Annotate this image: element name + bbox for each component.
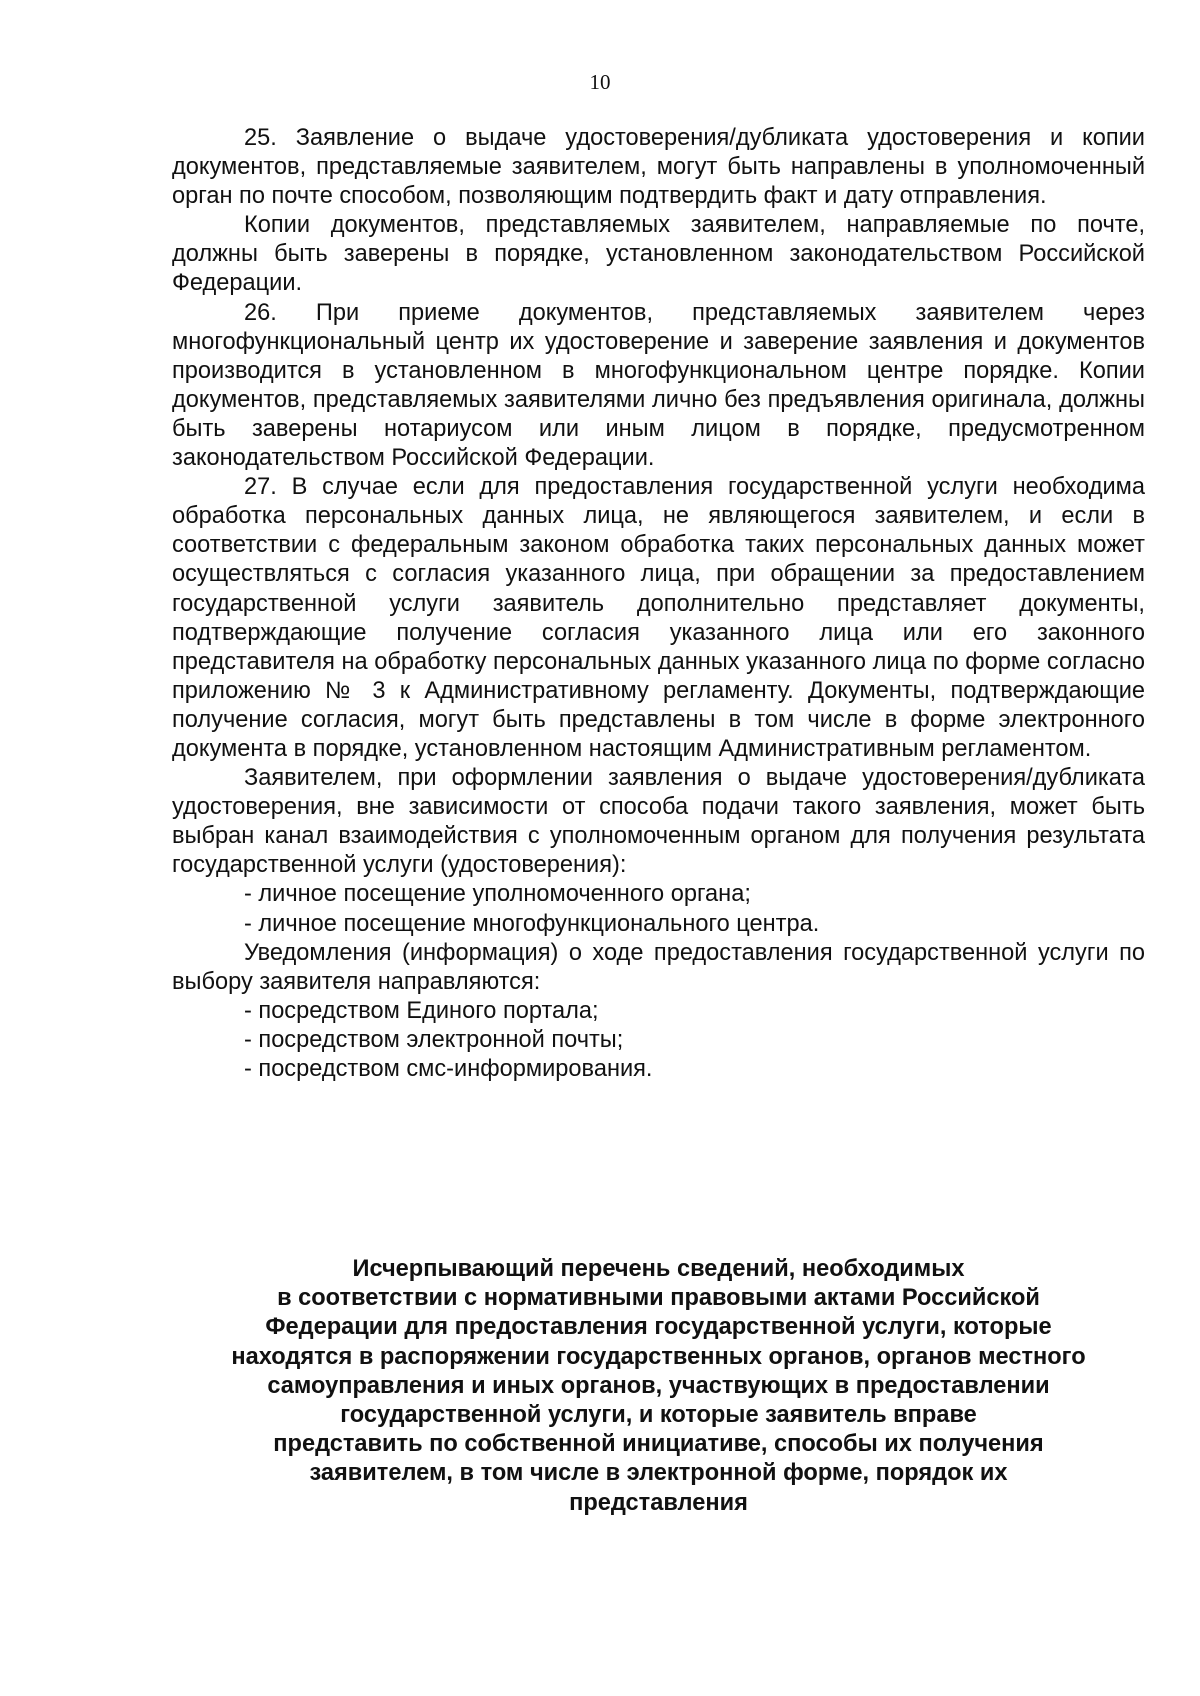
paragraph-25: 25. Заявление о выдаче удостоверения/дубликата удостоверения и копии документов, представляемые заявителем, могут быть направлены в уполномоченный орган по почте способом, позволяющим подтвердить факт и дату отправления.	[172, 125, 1145, 210]
heading-line: в соответствии с нормативными правовыми актами Российской	[277, 1285, 1040, 1312]
paragraph-26: 26. При приеме документов, представляемых заявителем через многофункциональный центр их удостоверение и заверение заявления и документов производится в установленном в многофункциональном центре порядке. Копии документов, представляемых заявителями лично без предъявления оригинала, должны быть заверены нотариусом или иным лицом в порядке, предусмотренном законодательством Российской Федерации.	[172, 299, 1145, 472]
section-heading	[172, 1255, 1145, 1518]
heading-line: Исчерпывающий перечень сведений, необходимых	[352, 1256, 965, 1282]
list-item: - личное посещение уполномоченного органа;	[244, 881, 751, 908]
heading-line: самоуправления и иных органов, участвующих в предоставлении	[267, 1372, 1050, 1399]
document-body	[172, 124, 1145, 1084]
paragraph-channel-choice: Заявителем, при оформлении заявления о выдаче удостоверения/дубликата удостоверения, вне зависимости от способа подачи такого заявления, может быть выбран канал взаимодействия с уполномоченным органом для получения результата государственной услуги (удостоверения):	[172, 765, 1145, 879]
list-item: - посредством электронной почты;	[244, 1026, 624, 1053]
page-number: 10	[589, 70, 611, 94]
list-item: - посредством Единого портала;	[244, 997, 599, 1024]
heading-line: находятся в распоряжении государственных органов, органов местного	[231, 1343, 1086, 1370]
paragraph-27: 27. В случае если для предоставления государственной услуги необходима обработка персональных данных лица, не являющегося заявителем, и если в соответствии с федеральным законом обработка таких персональных данных может осуществляться с согласия указанного лица, при обращении за предоставлением государственной услуги заявитель дополнительно представляет документы, подтверждающие получение согласия указанного лица или его законного представителя на обработку персональных данных указанного лица по форме согласно приложению № 3 к Административному регламенту. Документы, подтверждающие получение согласия, могут быть представлены в том числе в форме электронного документа в порядке, установленном настоящим Административным регламентом.	[172, 474, 1145, 762]
heading-line: Федерации для предоставления государственной услуги, которые	[265, 1314, 1052, 1341]
heading-line: представления	[569, 1489, 748, 1516]
heading-line: заявителем, в том числе в электронной форме, порядок их	[309, 1460, 1008, 1487]
list-item: - посредством смс-информирования.	[244, 1056, 653, 1082]
heading-line: государственной услуги, и которые заявитель вправе	[340, 1402, 977, 1429]
paragraph-copies-by-mail: Копии документов, представляемых заявителем, направляемые по почте, должны быть заверены в порядке, установленном законодательством Российской Федерации.	[172, 212, 1145, 297]
list-item: - личное посещение многофункционального центра.	[244, 910, 820, 937]
paragraph-notifications: Уведомления (информация) о ходе предоставления государственной услуги по выбору заявителя направляются:	[172, 939, 1145, 995]
heading-line: представить по собственной инициативе, способы их получения	[273, 1431, 1044, 1458]
